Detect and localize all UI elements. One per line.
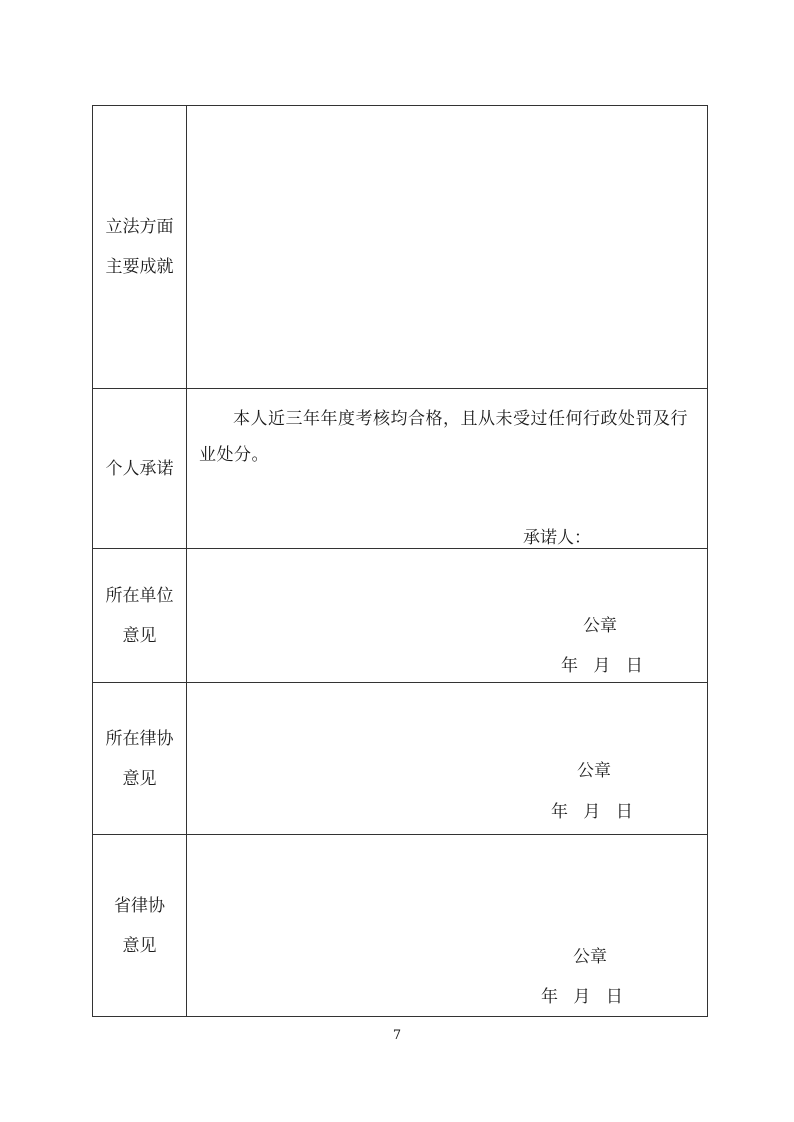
local-bar-opinion-field[interactable] xyxy=(187,683,707,834)
date-line xyxy=(551,797,633,822)
row-label-employer-opinion xyxy=(93,549,187,682)
official-seal-label: 公章 xyxy=(573,947,607,967)
date-day: 日 xyxy=(615,802,633,822)
date-year: 年 xyxy=(551,802,568,822)
label-line: 意见 xyxy=(122,935,157,956)
label-line: 意见 xyxy=(122,625,157,646)
date-month: 月 xyxy=(583,802,601,822)
table-row-provincial-bar-opinion xyxy=(92,835,708,1017)
table-row-employer-opinion xyxy=(92,549,708,683)
legislative-achievements-field[interactable] xyxy=(187,106,707,388)
row-label-provincial-bar-opinion xyxy=(93,835,187,1016)
date-month: 月 xyxy=(593,656,611,676)
date-day: 日 xyxy=(625,656,643,676)
table-row-local-bar-opinion xyxy=(92,683,708,835)
label-line: 省律协 xyxy=(114,895,165,916)
personal-pledge-field[interactable] xyxy=(187,389,707,548)
label-line: 立法方面 xyxy=(105,217,174,237)
signer-label: 承诺人： xyxy=(523,528,591,548)
employer-opinion-field[interactable] xyxy=(187,549,707,682)
date-line xyxy=(561,651,643,676)
date-year: 年 xyxy=(561,656,578,676)
page-number: 7 xyxy=(392,1028,402,1043)
table-row-legislative-achievements xyxy=(92,105,708,389)
date-line xyxy=(541,982,623,1007)
row-label-legislative-achievements xyxy=(93,106,187,388)
label-line: 主要成就 xyxy=(105,257,174,277)
row-label-personal-pledge xyxy=(93,389,187,548)
provincial-bar-opinion-field[interactable] xyxy=(187,835,707,1016)
application-form-table xyxy=(92,105,708,1017)
table-row-personal-pledge xyxy=(92,389,708,549)
official-seal-label: 公章 xyxy=(583,616,617,636)
date-day: 日 xyxy=(605,987,623,1007)
pledge-text: 本人近三年年度考核均合格，且从未受过任何行政处罚及行业处分。 xyxy=(199,409,688,465)
official-seal-label: 公章 xyxy=(577,761,611,781)
date-month: 月 xyxy=(573,987,591,1007)
label-line: 意见 xyxy=(122,768,157,789)
label-line: 所在单位 xyxy=(105,585,174,606)
date-year: 年 xyxy=(541,987,558,1007)
label-line: 个人承诺 xyxy=(105,458,174,479)
label-line: 所在律协 xyxy=(105,728,174,749)
row-label-local-bar-opinion xyxy=(93,683,187,834)
